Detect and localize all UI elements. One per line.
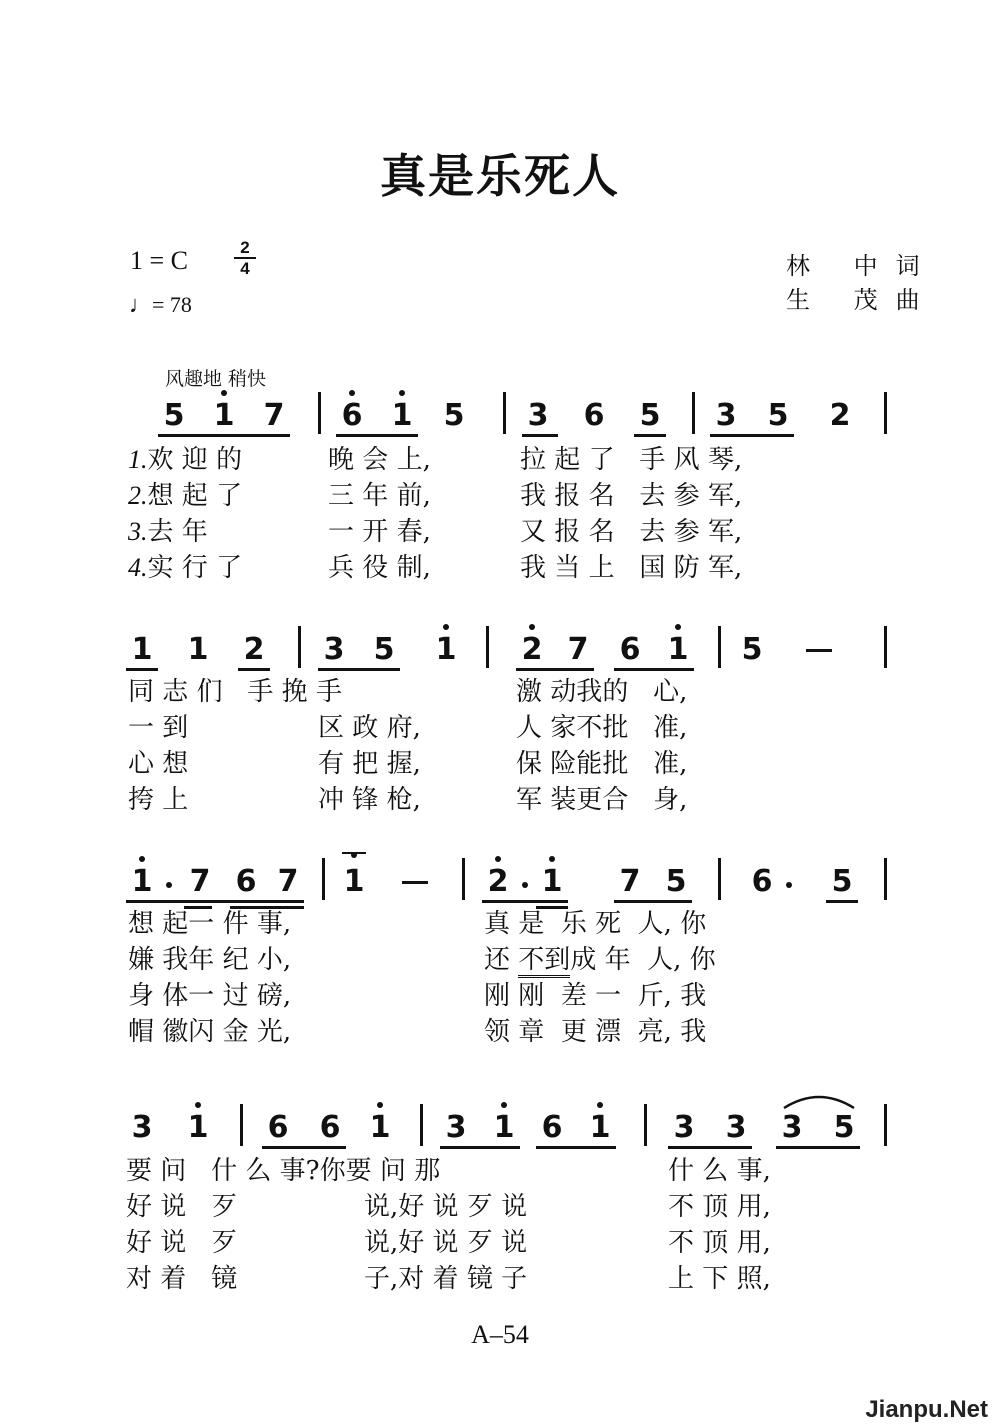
lyric-line: 刚 刚 差 一 斤, 我 [484, 981, 707, 1011]
note: 1 [131, 632, 153, 667]
note: 1 [488, 1108, 520, 1148]
lyric-line: 说,好 说 歹 说 [364, 1228, 528, 1258]
note: 7 [189, 864, 211, 899]
barline [240, 1104, 243, 1146]
lyric-line: 对 着 镜 [126, 1264, 238, 1294]
note: 6 [583, 398, 605, 433]
note: 1 [364, 1108, 396, 1148]
note: 1 [208, 396, 240, 436]
note: 3 [715, 398, 737, 433]
lyric-line: 要 问 什 么 事?你要 问 那 [126, 1156, 441, 1186]
note: 5 [639, 398, 661, 433]
note: 1 [338, 862, 370, 902]
note: 3 [527, 398, 549, 433]
barline [884, 858, 887, 900]
lyric-line: 嫌 我年 纪 小, [128, 945, 292, 975]
lyric-line: 我 报 名 去 参 军, [520, 481, 743, 511]
watermark: Jianpu.Net [865, 1396, 988, 1423]
lyric-line: 挎 上 [128, 785, 189, 815]
note: 3 [323, 632, 345, 667]
lyric-line: 身 体一 过 磅, [128, 981, 292, 1011]
lyric-line: 3.去 年 [128, 517, 208, 547]
note: 1 [430, 630, 462, 670]
barline [298, 626, 301, 668]
note: 3 [131, 1110, 153, 1145]
lyric-line: 又 报 名 去 参 军, [520, 517, 743, 547]
note: 3 [445, 1110, 467, 1145]
barline [884, 392, 887, 434]
lyric-line: 领 章 更 漂 亮, 我 [484, 1017, 707, 1047]
note: 6 [751, 864, 773, 899]
lyric-line: 拉 起 了 手 风 琴, [520, 445, 743, 475]
lyric-line: 不 顶 用, [668, 1228, 771, 1258]
barline [884, 626, 887, 668]
note: 6 [541, 1110, 563, 1145]
song-title: 真是乐死人 [380, 149, 620, 203]
note: 5 [373, 632, 395, 667]
lyric-line: 说,好 说 歹 说 [364, 1192, 528, 1222]
note: 5 [831, 864, 853, 899]
note: 2 [829, 398, 851, 433]
note: 1 [187, 632, 209, 667]
time-denominator: 4 [240, 259, 250, 278]
barline [884, 1104, 887, 1146]
time-signature [234, 238, 256, 278]
lyric-line: 上 下 照, [668, 1264, 771, 1294]
time-numerator: 2 [234, 238, 256, 259]
lyric-line: 想 起一 件 事, [128, 909, 292, 939]
note: 1 [584, 1108, 616, 1148]
page-number: A–54 [471, 1320, 529, 1349]
note: 6 [619, 632, 641, 667]
note: 5 [741, 632, 763, 667]
note: 5 [767, 398, 789, 433]
quarter-note-icon: ♩ [128, 290, 154, 319]
note: 7 [277, 864, 299, 899]
barline [420, 1104, 423, 1146]
note: 1 [386, 396, 418, 436]
note: 5 [833, 1110, 855, 1145]
lyric-line: 同 志 们 手 挽 手 [128, 677, 342, 707]
note: 7 [619, 864, 641, 899]
barline [718, 626, 721, 668]
note: 6 [267, 1110, 289, 1145]
lyric-line: 一 到 [128, 713, 189, 743]
note: 3 [673, 1110, 695, 1145]
expression-marking: 风趣地 稍快 [165, 368, 267, 390]
lyric-line: 人 家不批 准, [516, 713, 688, 743]
note: 6 [235, 864, 257, 899]
key-signature: 1 = C [130, 246, 189, 275]
barline [322, 858, 325, 900]
lyric-line: 4.实 行 了 [128, 553, 243, 583]
note: 3 [781, 1110, 803, 1145]
lyric-line: 晚 会 上, [328, 445, 431, 475]
note: 5 [163, 398, 185, 433]
barline [718, 858, 721, 900]
lyric-line: 好 说 歹 [126, 1228, 238, 1258]
lyric-line: 兵 役 制, [328, 553, 431, 583]
note: 7 [263, 398, 285, 433]
tempo-value: = 78 [152, 292, 192, 317]
lyric-line: 1.欢 迎 的 [128, 445, 243, 475]
lyric-line: 还 不到成 年 人, 你 [484, 945, 716, 975]
lyric-line: 好 说 歹 [126, 1192, 238, 1222]
note: 6 [336, 396, 368, 436]
lyric-line: 区 政 府, [318, 713, 421, 743]
lyric-line: 真 是 乐 死 人, 你 [484, 909, 707, 939]
lyric-line: 子,对 着 镜 子 [364, 1264, 528, 1294]
lyric-line: 什 么 事, [668, 1156, 771, 1186]
composer-credit: 生 茂曲 [786, 286, 938, 314]
lyric-line: 保 险能批 准, [516, 749, 688, 779]
barline [692, 392, 695, 434]
lyric-line: 不 顶 用, [668, 1192, 771, 1222]
note: 1 [182, 1108, 214, 1148]
tempo-marking [130, 292, 192, 318]
barline [486, 626, 489, 668]
barline [462, 858, 465, 900]
barline [318, 392, 321, 434]
barline [503, 392, 506, 434]
note: 7 [567, 632, 589, 667]
lyric-line: 心 想 [128, 749, 189, 779]
extension-dash [402, 881, 428, 884]
lyric-line: 激 动我的 心, [516, 677, 688, 707]
slur-mark [782, 1092, 856, 1110]
barline [644, 1104, 647, 1146]
note: 5 [443, 398, 465, 433]
lyric-line: 我 当 上 国 防 军, [520, 553, 743, 583]
lyric-line: 军 装更合 身, [516, 785, 688, 815]
note: 1 [662, 630, 694, 670]
note: 2 [482, 862, 514, 902]
extension-dash [806, 649, 832, 652]
note: 6 [319, 1110, 341, 1145]
note: 1 [536, 862, 568, 902]
lyric-line: 有 把 握, [318, 749, 421, 779]
note: 1 [126, 862, 158, 902]
lyric-line: 三 年 前, [328, 481, 431, 511]
lyric-line: 冲 锋 枪, [318, 785, 421, 815]
lyricist-credit: 林 中词 [786, 252, 938, 280]
lyric-line: 帽 徽闪 金 光, [128, 1017, 292, 1047]
note: 2 [243, 632, 265, 667]
note: 5 [665, 864, 687, 899]
lyric-line: 2.想 起 了 [128, 481, 243, 511]
note: 2 [516, 630, 548, 670]
note: 3 [725, 1110, 747, 1145]
lyric-line: 一 开 春, [328, 517, 431, 547]
